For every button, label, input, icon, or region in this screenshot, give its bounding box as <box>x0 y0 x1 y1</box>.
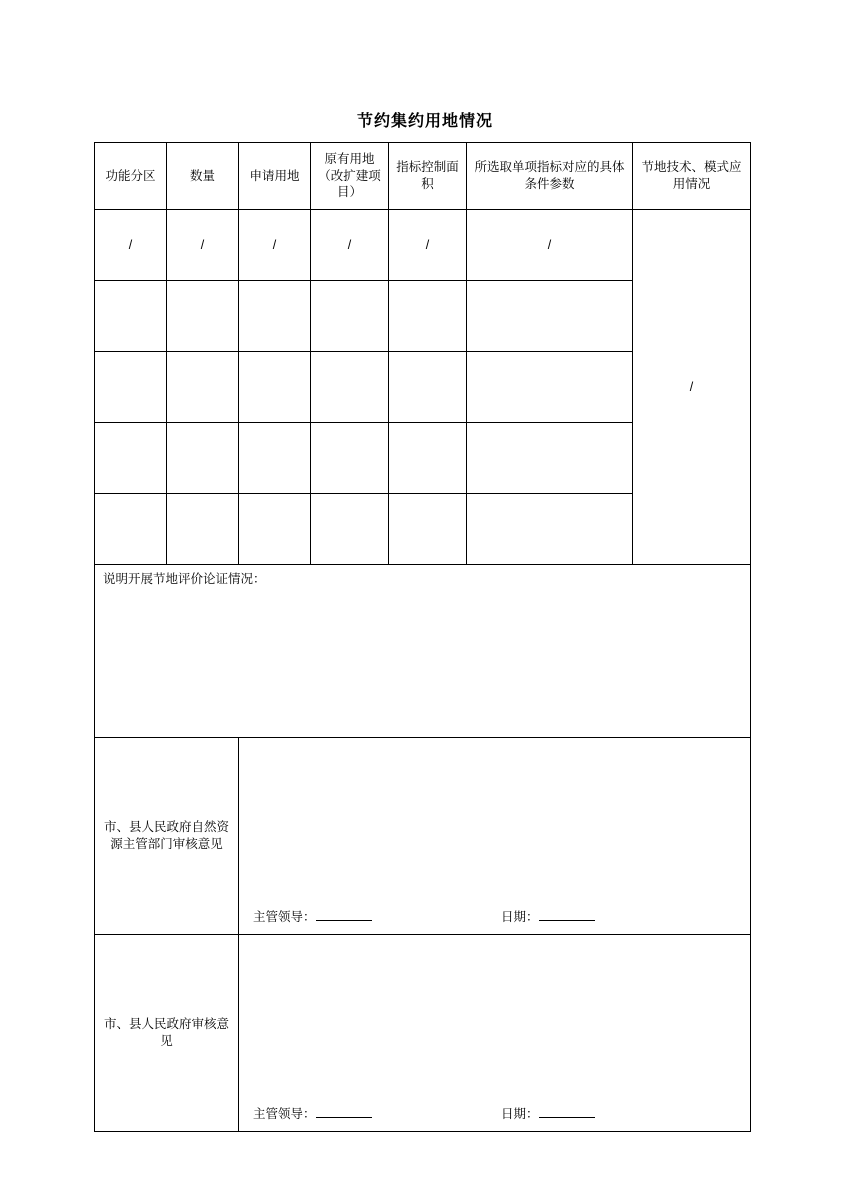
header-cell-quantity: 数量 <box>167 143 239 210</box>
cell-control-area: / <box>389 210 467 281</box>
cell-applied-land <box>239 494 311 565</box>
land-use-table <box>94 142 751 1132</box>
section-label-natural-resources: 市、县人民政府自然资源主管部门审核意见 <box>95 738 239 935</box>
cell-indicator-params: / <box>467 210 633 281</box>
cell-indicator-params <box>467 281 633 352</box>
cell-control-area <box>389 281 467 352</box>
cell-indicator-params <box>467 494 633 565</box>
cell-functional-zone <box>95 281 167 352</box>
date-label: 日期： <box>501 1107 539 1122</box>
cell-functional-zone <box>95 423 167 494</box>
leader-label: 主管领导： <box>253 910 316 925</box>
cell-existing-land <box>311 352 389 423</box>
review-section-row-natural-resources <box>95 738 751 935</box>
leader-signature-government <box>253 1106 372 1123</box>
leader-value[interactable] <box>316 1117 372 1118</box>
cell-functional-zone: / <box>95 210 167 281</box>
date-label: 日期： <box>501 910 539 925</box>
cell-control-area <box>389 352 467 423</box>
table-row <box>95 210 751 281</box>
section-body-government[interactable] <box>239 935 751 1132</box>
header-cell-land-saving-tech: 节地技术、模式应用情况 <box>633 143 751 210</box>
header-cell-existing-land: 原有用地（改扩建项目） <box>311 143 389 210</box>
header-cell-indicator-params: 所选取单项指标对应的具体条件参数 <box>467 143 633 210</box>
cell-indicator-params <box>467 352 633 423</box>
leader-signature-natural-resources <box>253 909 372 926</box>
note-row <box>95 565 751 738</box>
header-cell-applied-land: 申请用地 <box>239 143 311 210</box>
cell-indicator-params <box>467 423 633 494</box>
cell-functional-zone <box>95 352 167 423</box>
cell-quantity: / <box>167 210 239 281</box>
cell-control-area <box>389 494 467 565</box>
cell-existing-land <box>311 423 389 494</box>
cell-quantity <box>167 494 239 565</box>
note-label: 说明开展节地评价论证情况： <box>103 572 266 586</box>
section-label-government: 市、县人民政府审核意见 <box>95 935 239 1132</box>
date-value[interactable] <box>539 920 595 921</box>
page-title: 节约集约用地情况 <box>356 113 493 130</box>
leader-value[interactable] <box>316 920 372 921</box>
date-value[interactable] <box>539 1117 595 1118</box>
cell-control-area <box>389 423 467 494</box>
section-body-natural-resources[interactable] <box>239 738 751 935</box>
cell-land-saving-tech: / <box>633 210 751 565</box>
review-section-row-government <box>95 935 751 1132</box>
date-field-government <box>501 1106 595 1123</box>
cell-existing-land <box>311 281 389 352</box>
land-use-table-wrapper <box>94 142 750 1132</box>
cell-applied-land <box>239 281 311 352</box>
header-cell-control-area: 指标控制面积 <box>389 143 467 210</box>
cell-applied-land <box>239 423 311 494</box>
date-field-natural-resources <box>501 909 595 926</box>
leader-label: 主管领导： <box>253 1107 316 1122</box>
cell-quantity <box>167 352 239 423</box>
table-header-row <box>95 143 751 210</box>
cell-existing-land: / <box>311 210 389 281</box>
cell-existing-land <box>311 494 389 565</box>
header-cell-functional-zone: 功能分区 <box>95 143 167 210</box>
cell-quantity <box>167 423 239 494</box>
note-cell[interactable] <box>95 565 751 738</box>
cell-functional-zone <box>95 494 167 565</box>
cell-quantity <box>167 281 239 352</box>
cell-applied-land <box>239 352 311 423</box>
cell-applied-land: / <box>239 210 311 281</box>
